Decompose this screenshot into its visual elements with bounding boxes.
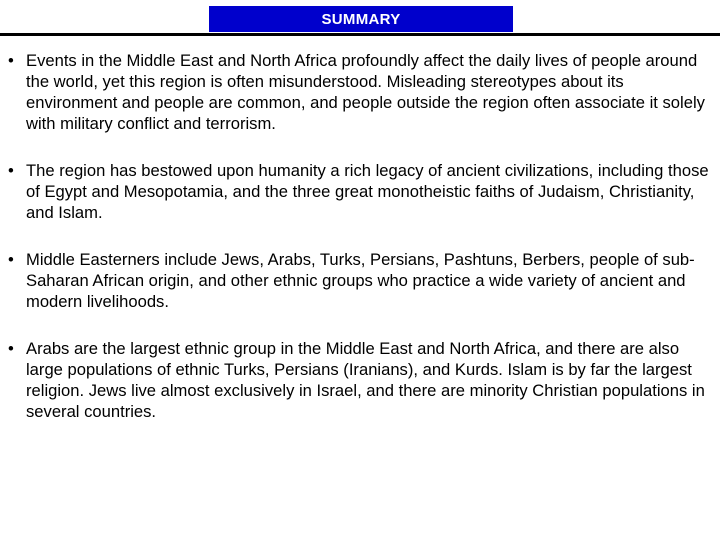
list-item [0, 160, 720, 223]
bullet-marker: • [8, 161, 14, 180]
bullet-text: The region has bestowed upon humanity a rich legacy of ancient civilizations, including those of Egypt and Mesopotamia, and the three great monotheistic faiths of Judaism, Christianity, and Islam. [26, 161, 709, 222]
title-divider [0, 33, 720, 36]
page-title: SUMMARY [321, 10, 401, 28]
list-item [0, 50, 720, 134]
bullet-text: Arabs are the largest ethnic group in the Middle East and North Africa, and there are also large populations of ethnic Turks, Persians (Iranians), and Kurds. Islam is by far the largest religion. Jews live almost exclusively in Israel, and there are minority Christian populations in several countries. [26, 339, 705, 421]
list-item [0, 338, 720, 422]
summary-list [0, 50, 720, 448]
list-item [0, 249, 720, 312]
bullet-text: Middle Easterners include Jews, Arabs, Turks, Persians, Pashtuns, Berbers, people of sub-Saharan African origin, and other ethnic groups who practice a wide variety of ancient and modern livelihoods. [26, 250, 695, 311]
bullet-marker: • [8, 51, 14, 70]
title-bar [209, 6, 513, 32]
bullet-text: Events in the Middle East and North Africa profoundly affect the daily lives of people around the world, yet this region is often misunderstood. Misleading stereotypes about its environment and people are common, and people outside the region often associate it solely with military conflict and terrorism. [26, 51, 705, 133]
bullet-marker: • [8, 250, 14, 269]
bullet-marker: • [8, 339, 14, 358]
